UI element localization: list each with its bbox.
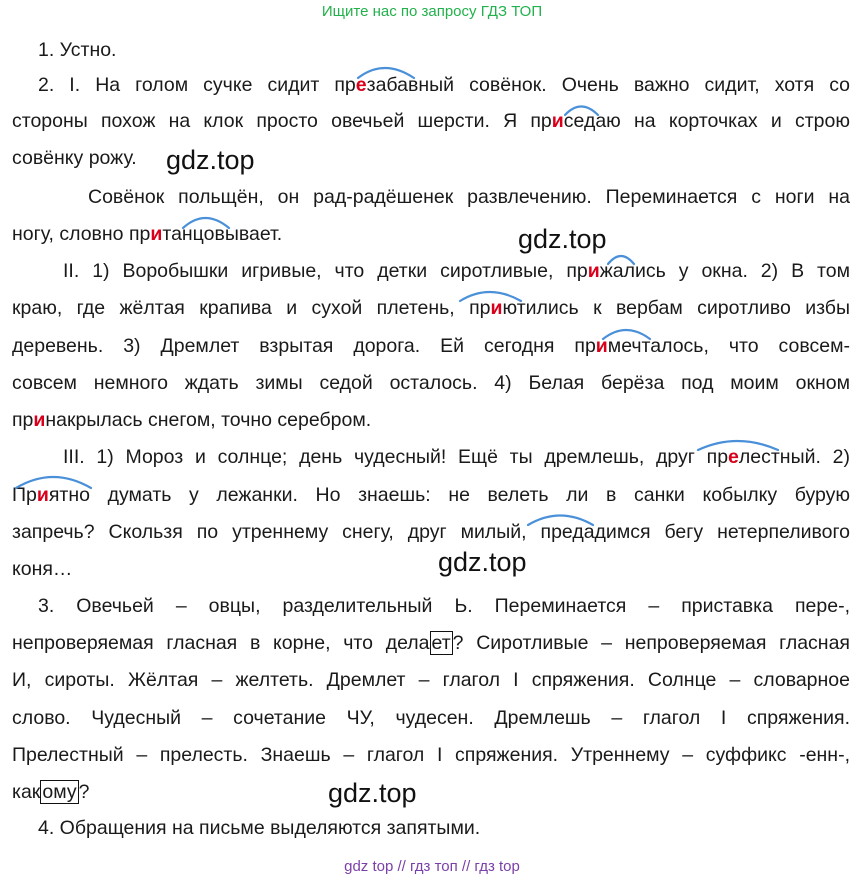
p2b-line-1: II. 1) Воробышки игривые, что детки сиротливые, прижались у окна. 2) В том [63, 260, 851, 282]
task-1: 1. Устно. [38, 39, 117, 61]
p3-line-2: непроверяемая гласная в корне, что дела ет ? Сиротливые – непроверяемая гласная [12, 632, 850, 654]
ending-box: ет [431, 632, 451, 654]
p2b-line-2: краю, где жёлтая крапива и сухой плетень, приютились к вербам сиротливо избы [12, 297, 850, 319]
p2-line-1: 2. I. На голом сучке сидит презабавный совёнок. Очень важно сидит, хотя со [38, 74, 851, 96]
p2c-line-2: Приятно думать у лежанки. Но знаешь: не велеть ли в санки кобылку бурую [12, 484, 850, 506]
watermark: gdz.top [438, 547, 527, 577]
task-4: 4. Обращения на письме выделяются запятыми. [38, 817, 481, 839]
p3-line-6: как ому ? [12, 781, 90, 803]
p3-line-5: Прелестный – прелесть. Знаешь – глагол I спряжения. Утреннему – суффикс -енн-, [12, 744, 850, 766]
p2b-line-3: деревень. 3) Дремлет взрытая дорога. Ей сегодня примечталось, что совсем- [12, 335, 850, 357]
p2c-line-4: коня… [12, 558, 73, 580]
header-banner: Ищите нас по запросу ГДЗ ТОП [321, 3, 543, 20]
root-arc [565, 107, 598, 116]
p2-line-4: Совёнок польщён, он рад-радёшенек развлечению. Переминается с ноги на [88, 186, 850, 208]
watermark: gdz.top [328, 778, 417, 808]
watermark: gdz.top [166, 145, 255, 175]
p3-line-1: 3. Овечьей – овцы, разделительный Ь. Переминается – приставка пере-, [38, 595, 850, 617]
p2-line-3: совёнку рожу. [12, 147, 137, 169]
p2c-line-3: запречь? Скользя по утреннему снегу, друг милый, предадимся бегу нетерпеливого [12, 521, 850, 543]
watermark: gdz.top [518, 224, 607, 254]
root-arc [183, 218, 229, 228]
root-arc [16, 477, 91, 488]
p2-line-2: стороны похож на клок просто овечьей шерсти. Я приседаю на корточках и строю [12, 110, 850, 132]
root-arc [528, 516, 593, 526]
root-arc [603, 330, 650, 339]
footer-banner: gdz top // гдз топ // гдз top [344, 858, 520, 875]
p3-line-4: слово. Чудесный – сочетание ЧУ, чудесен. Дремлешь – глагол I спряжения. [12, 707, 850, 729]
root-arc [608, 256, 634, 264]
p2c-line-1: III. 1) Мороз и солнце; день чудесный! Ещё ты дремлешь, друг прелестный. 2) [63, 446, 850, 468]
root-arc [358, 68, 414, 78]
ending-box: ому [42, 781, 77, 803]
p3-line-3: И, сироты. Жёлтая – желтеть. Дремлет – глагол I спряжения. Солнце – словарное [12, 669, 850, 691]
p2-line-5: ногу, словно пританцовывает. [12, 223, 283, 245]
p2b-line-5: принакрылась снегом, точно серебром. [12, 409, 372, 431]
root-arc [698, 441, 778, 450]
root-arc [460, 292, 521, 301]
p2b-line-4: совсем немного ждать зимы седой осталось. 4) Белая берёза под моим окном [12, 372, 850, 394]
